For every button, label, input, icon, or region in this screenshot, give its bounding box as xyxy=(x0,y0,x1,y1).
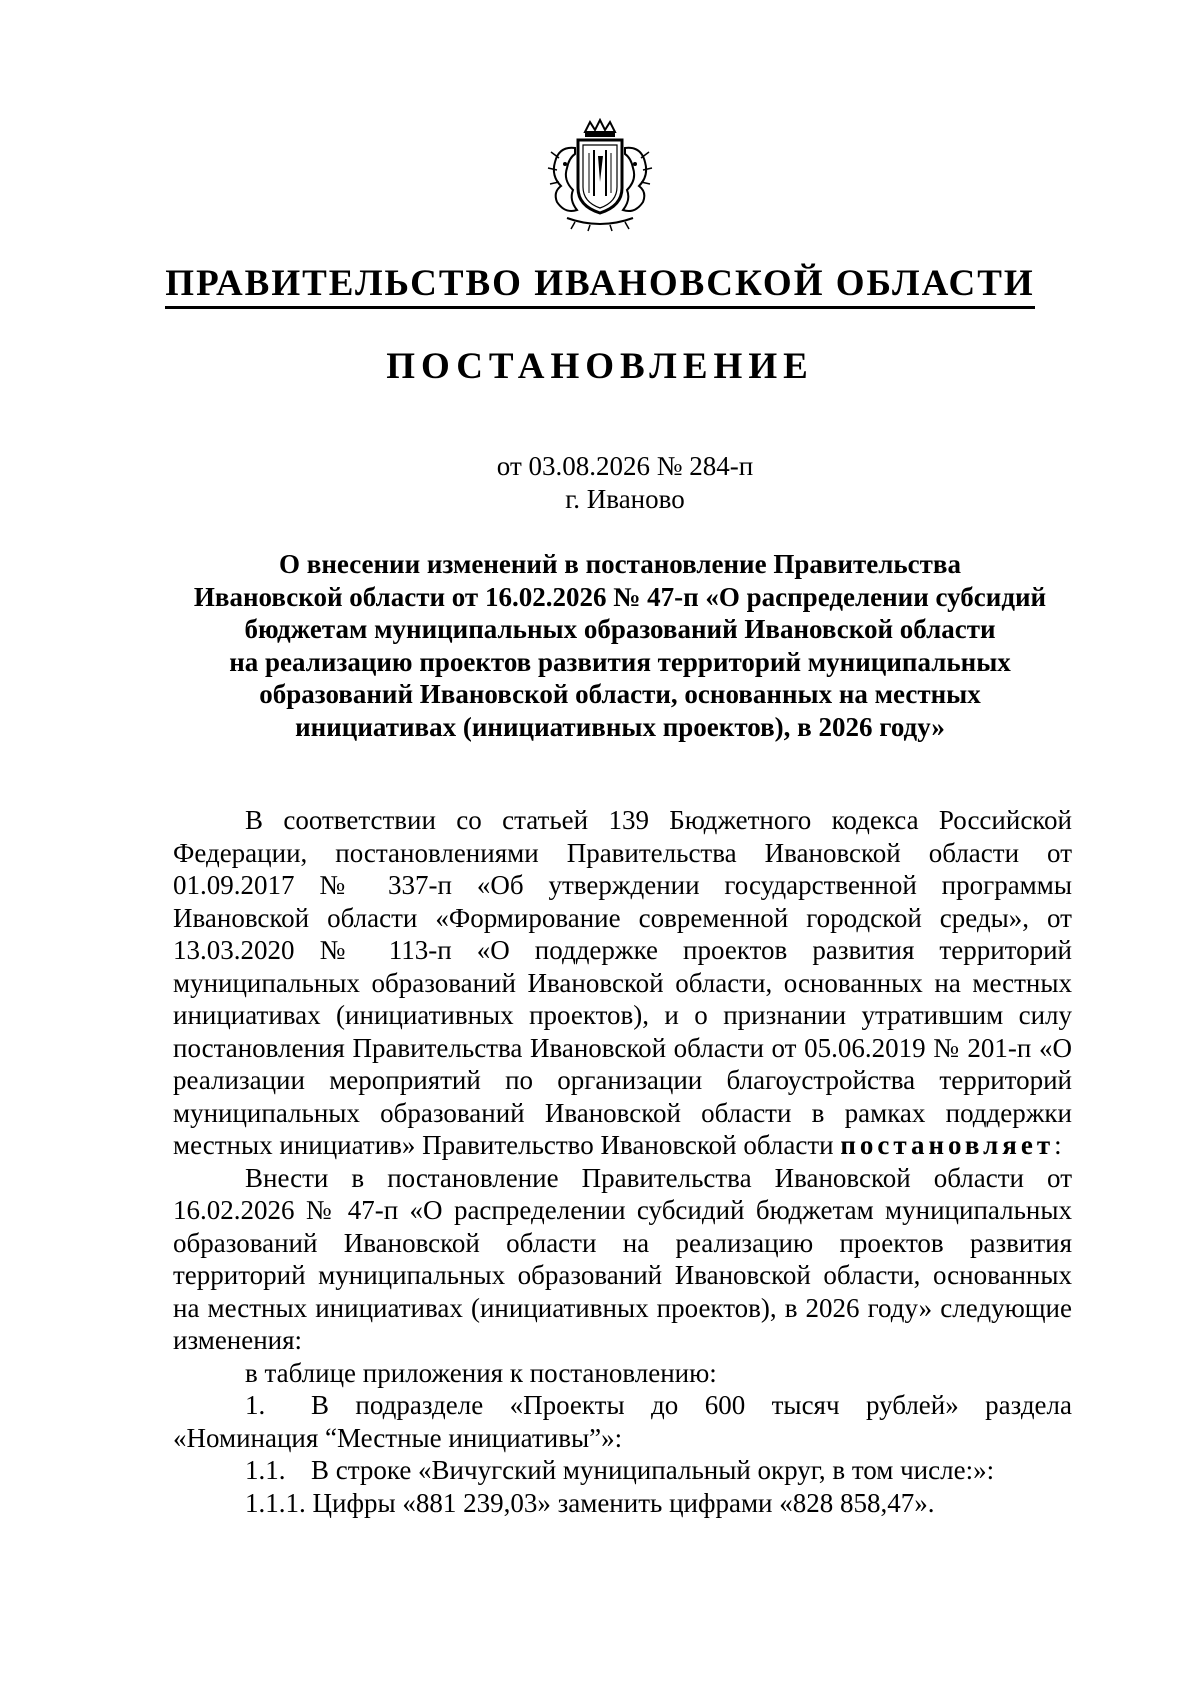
document-body xyxy=(173,804,1072,1519)
document-type: ПОСТАНОВЛЕНИЕ xyxy=(386,346,814,387)
city: г. Иваново xyxy=(565,484,685,514)
subject-line: бюджетам муниципальных образований Ивановской области xyxy=(244,614,996,644)
item-1 xyxy=(173,1389,1072,1454)
amend-paragraph: Внести в постановление Правительства Ивановской области от 16.02.2026 № 47-п «О распределении субсидий бюджетам муниципальных образований Ивановской области на реализацию проектов развития территорий муниципальных образований Ивановской области, основанных на местных инициативах (инициативных проектов), в 2026 году» следующие изменения: xyxy=(173,1162,1072,1355)
subject-line: Ивановской области от 16.02.2026 № 47-п «О распределении субсидий xyxy=(193,581,1047,612)
item-1-1-1: 1.1.1. Цифры «881 239,03» заменить цифрами «828 858,47». xyxy=(245,1487,935,1518)
document-meta xyxy=(0,450,1200,516)
item-1-1 xyxy=(173,1454,1072,1487)
organization-title: ПРАВИТЕЛЬСТВО ИВАНОВСКОЙ ОБЛАСТИ xyxy=(0,262,1200,309)
date-number: от 03.08.2026 № 284-п xyxy=(496,451,754,481)
preamble-paragraph xyxy=(173,804,1072,1162)
subject-line: О внесении изменений в постановление Правительства xyxy=(279,549,961,579)
subject-line: инициативах (инициативных проектов), в 2026 году» xyxy=(295,711,945,742)
coat-of-arms-emblem-icon xyxy=(545,118,655,233)
item-1-1-text: В строке «Вичугский муниципальный округ, в том числе:»: xyxy=(311,1455,995,1485)
item-1-1-number: 1.1. xyxy=(245,1455,286,1485)
subject-line: образований Ивановской области, основанных на местных xyxy=(259,679,981,709)
item-1-number: 1. xyxy=(245,1390,266,1420)
preamble-text: В соответствии со статьей 139 Бюджетного кодекса Российской Федерации, постановлениями Правительства Ивановской области от 01.09.2017 № 337-п «Об утверждении государственной программы Ивановской области «Формирование современной городской среды», от 13.03.2020 № 113-п «О поддержке проектов развития территорий муниципальных образований Ивановской области, основанных на местных инициативах (инициативных проектов), и о признании утратившим силу постановления Правительства Ивановской области от 05.06.2019 № 201-п «О реализации мероприятий по организации благоустройства территорий муниципальных образований Ивановской области в рамках поддержки местных инициатив» Правительство Ивановской области xyxy=(173,805,1072,1160)
document-subject xyxy=(170,548,1070,743)
decree-word: постановляет xyxy=(840,1130,1055,1160)
item-1-text: В подразделе «Проекты до 600 тысяч рублей» раздела «Номинация “Местные инициативы”»: xyxy=(173,1390,1072,1453)
decree-colon: : xyxy=(1054,1130,1062,1160)
table-intro: в таблице приложения к постановлению: xyxy=(245,1357,717,1388)
subject-line: на реализацию проектов развития территорий муниципальных xyxy=(229,646,1011,677)
